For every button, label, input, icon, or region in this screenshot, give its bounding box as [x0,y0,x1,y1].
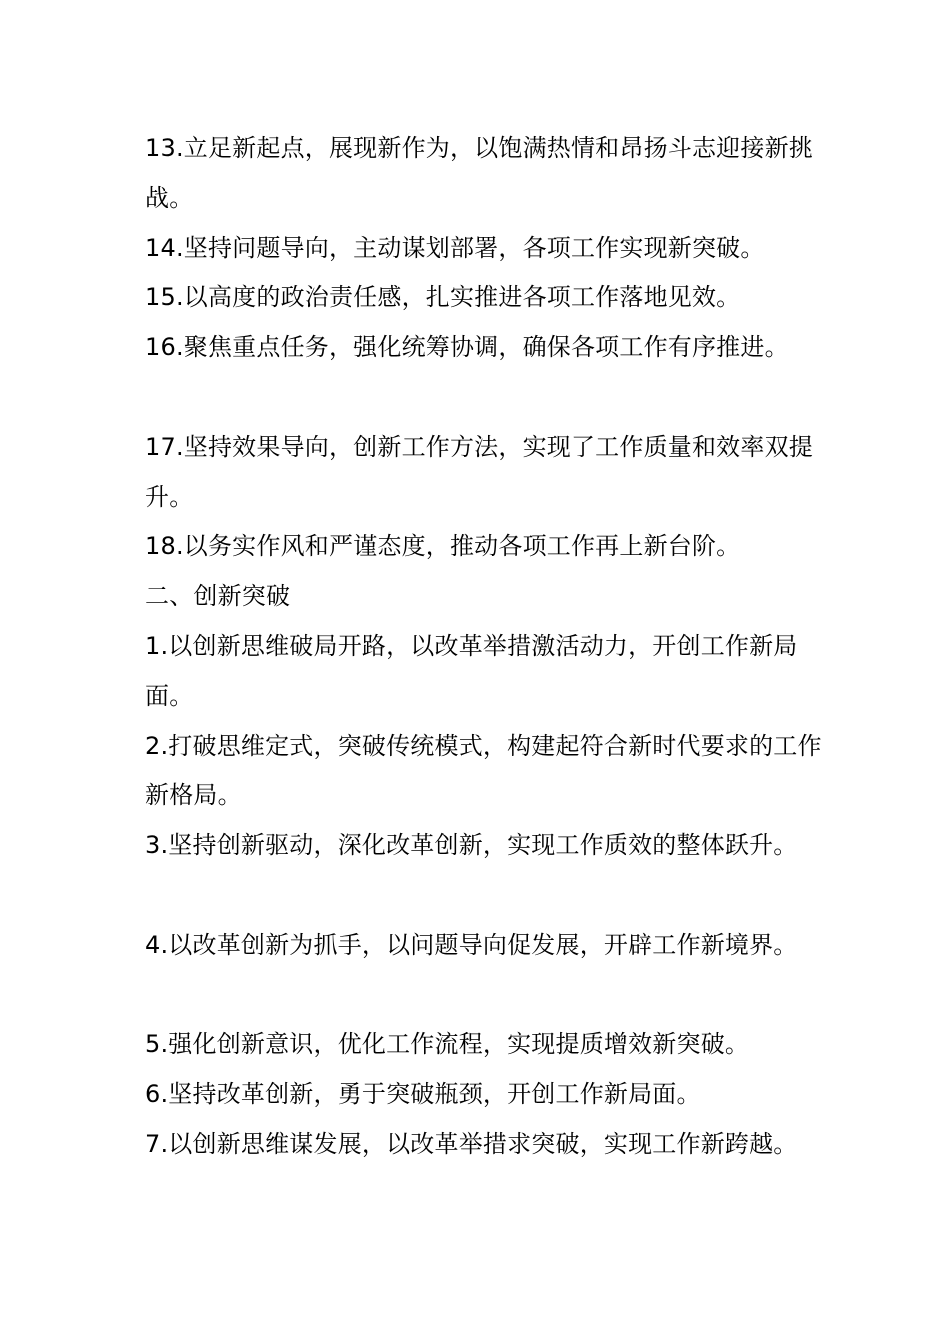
section-heading-innovation: 二、创新突破 [145,582,291,611]
paragraph-item-1: 1.以创新思维破局开路，以改革举措激活动力，开创工作新局面。 [145,631,798,710]
paragraph-item-4: 4.以改革创新为抓手，以问题导向促发展，开辟工作新境界。 [145,930,798,959]
paragraph-item-16: 16.聚焦重点任务，强化统筹协调，确保各项工作有序推进。 [145,333,789,362]
paragraph-item-6: 6.坚持改革创新，勇于突破瓶颈，开创工作新局面。 [145,1080,701,1109]
paragraph-item-7: 7.以创新思维谋发展，以改革举措求突破，实现工作新跨越。 [145,1129,798,1158]
paragraph-item-15: 15.以高度的政治责任感，扎实推进各项工作落地见效。 [145,283,741,312]
paragraph-item-18: 18.以务实作风和严谨态度，推动各项工作再上新台阶。 [145,532,741,561]
paragraph-item-13: 13.立足新起点，展现新作为，以饱满热情和昂扬斗志迎接新挑战。 [145,134,813,212]
blank-line [145,373,825,423]
paragraph-item-17: 17.坚持效果导向，创新工作方法，实现了工作质量和效率双提升。 [145,432,813,511]
blank-line [145,971,825,1021]
paragraph-item-3: 3.坚持创新驱动，深化改革创新，实现工作质效的整体跃升。 [145,831,798,860]
paragraph-item-2: 2.打破思维定式，突破传统模式，构建起符合新时代要求的工作新格局。 [145,731,822,810]
paragraph-item-14: 14.坚持问题导向，主动谋划部署，各项工作实现新突破。 [145,233,765,262]
paragraph-item-5: 5.强化创新意识，优化工作流程，实现提质增效新突破。 [145,1030,750,1059]
blank-line [145,871,825,921]
document-page [145,124,825,1170]
